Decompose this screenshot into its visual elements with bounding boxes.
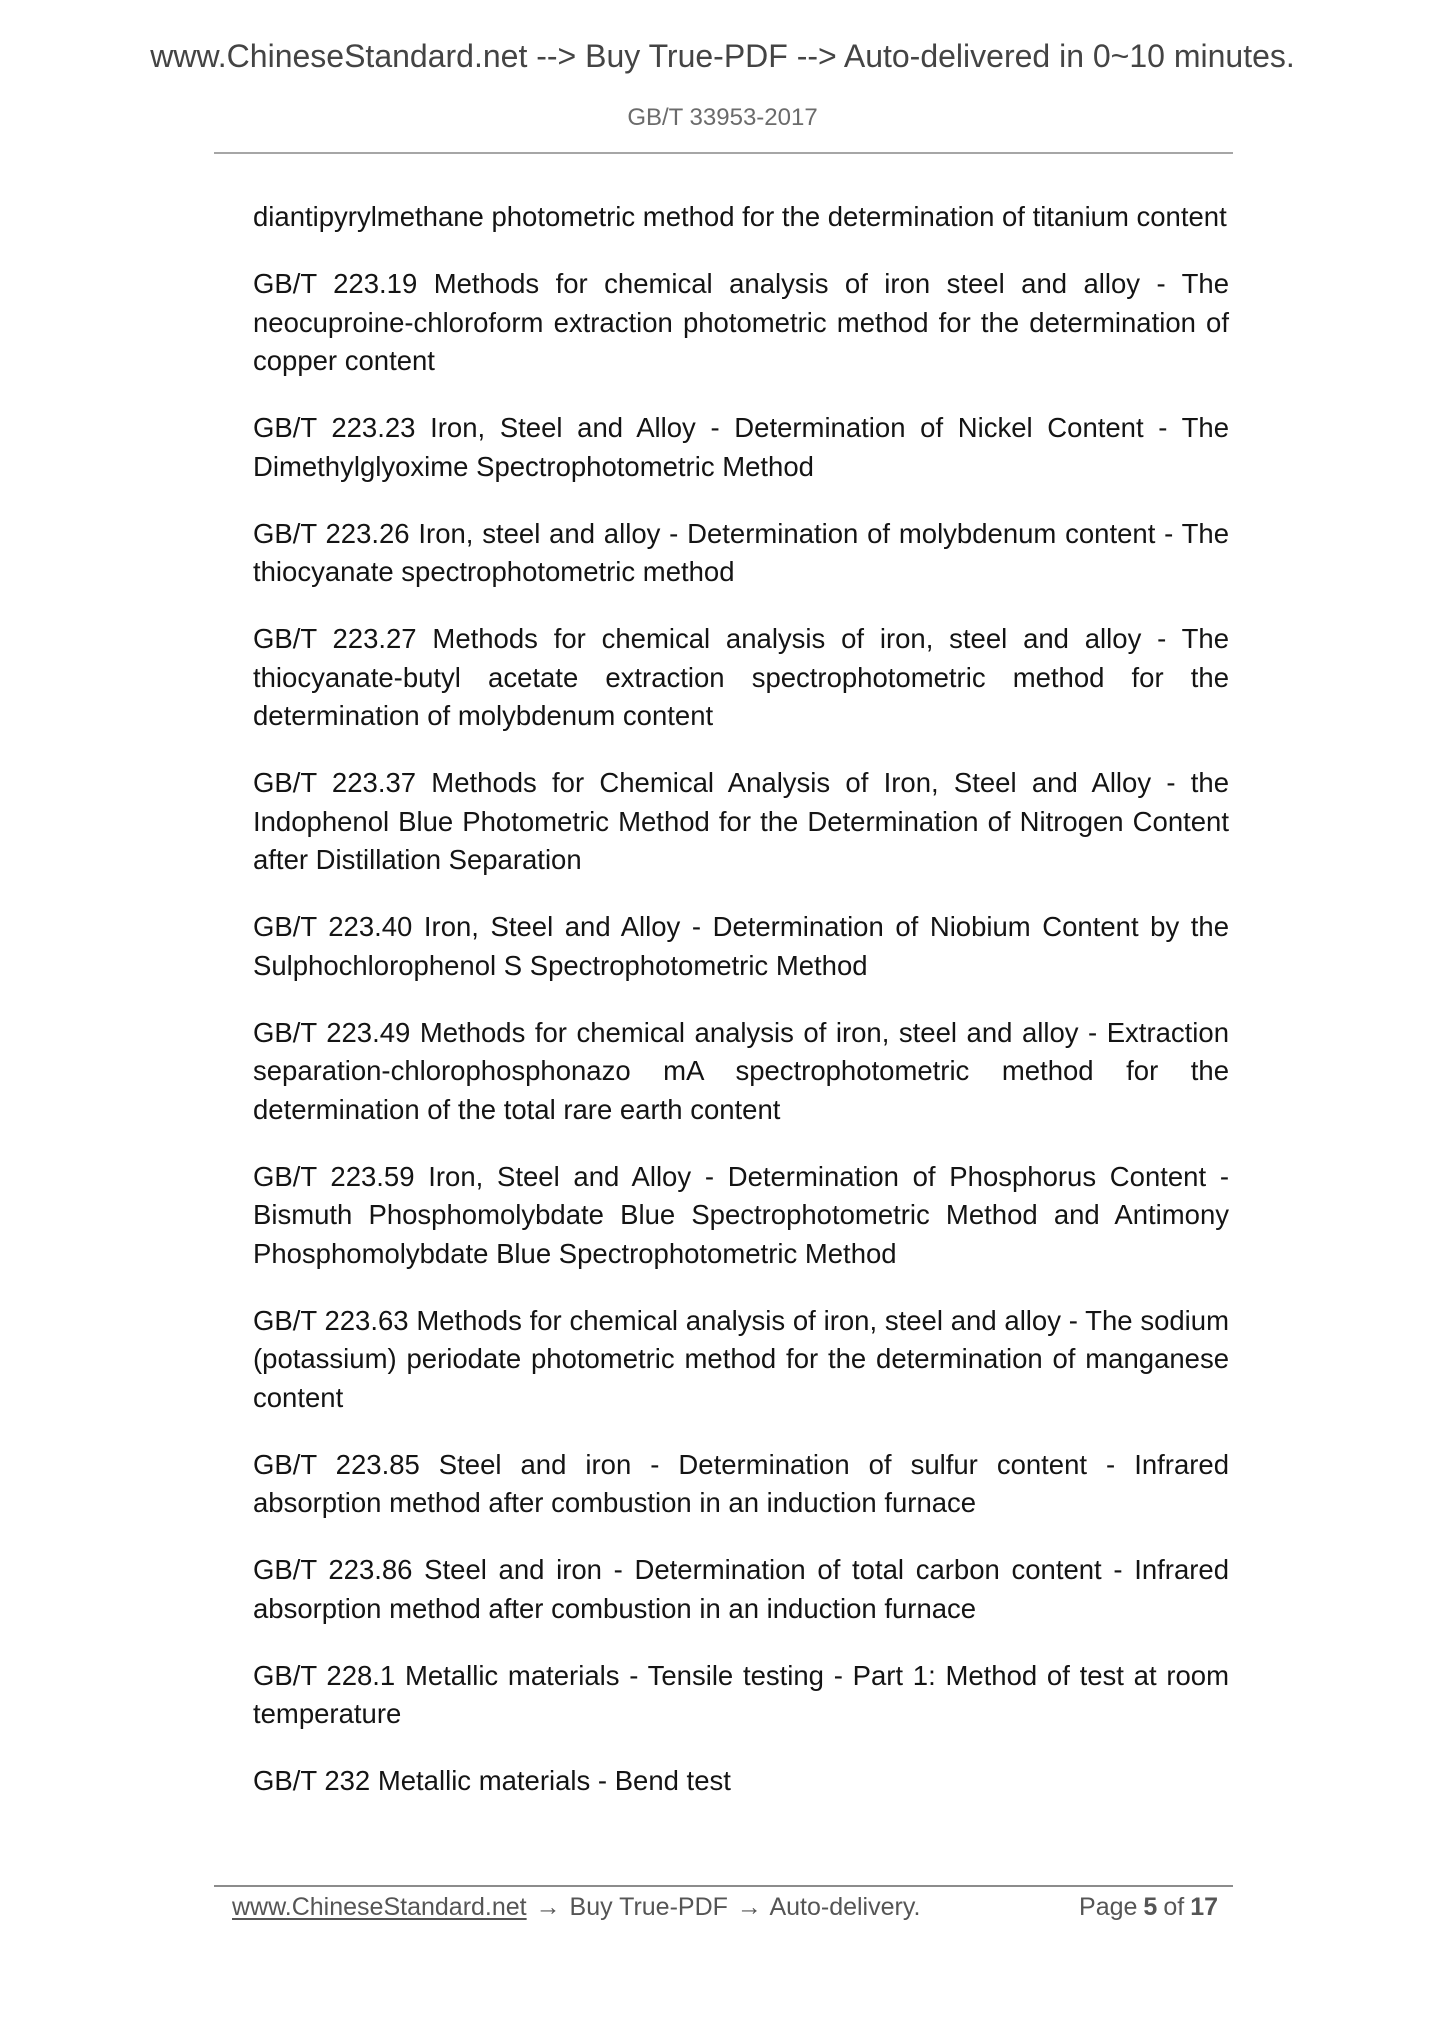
page-label: Page [1079,1893,1138,1921]
total-page-count: 17 [1190,1893,1218,1921]
page-of-label: of [1163,1893,1185,1921]
reference-item: GB/T 223.86 Steel and iron - Determination of total carbon content - Infrared absorption method after combustion in an induction furnace [253,1554,1229,1624]
footer-divider [214,1885,1233,1887]
reference-item: GB/T 223.49 Methods for chemical analysis of iron, steel and alloy - Extraction separation-chlorophosphonazo mA spectrophotometric method for the determination of the total rare earth content [253,1016,1229,1125]
reference-item: GB/T 223.23 Iron, Steel and Alloy - Determination of Nickel Content - The Dimethylglyoxime Spectrophotometric Method [253,412,1229,482]
header-divider [214,152,1233,154]
reference-item: GB/T 228.1 Metallic materials - Tensile testing - Part 1: Method of test at room temperature [253,1659,1229,1729]
top-banner: www.ChineseStandard.net --> Buy True-PDF --> Auto-delivered in 0~10 minutes. [150,38,1295,74]
reference-list [253,198,1229,1829]
reference-item: GB/T 223.85 Steel and iron - Determination of sulfur content - Infrared absorption method after combustion in an induction furnace [253,1448,1229,1518]
reference-item: GB/T 223.27 Methods for chemical analysis of iron, steel and alloy - The thiocyanate-butyl acetate extraction spectrophotometric method for the determination of molybdenum content [253,623,1229,731]
delivery-text: Auto-delivery. [769,1893,921,1921]
reference-item: GB/T 223.19 Methods for chemical analysis of iron steel and alloy - The neocuproine-chloroform extraction photometric method for the determination of copper content [253,268,1229,376]
page-indicator [1079,1893,1218,1922]
arrow-right-icon: → [736,1893,762,1921]
arrow-right-icon: → [535,1893,561,1921]
current-page-number: 5 [1143,1893,1158,1921]
page-footer [232,1893,1222,1929]
reference-item: diantipyrylmethane photometric method for the determination of titanium content [253,201,1227,232]
site-link[interactable]: www.ChineseStandard.net [232,1893,527,1921]
reference-item: GB/T 223.59 Iron, Steel and Alloy - Determination of Phosphorus Content - Bismuth Phosphomolybdate Blue Spectrophotometric Method and Antimony Phosphomolybdate Blue Spectrophotometric Method [253,1160,1229,1269]
reference-item: GB/T 223.26 Iron, steel and alloy - Determination of molybdenum content - The thiocyanate spectrophotometric method [253,517,1229,587]
reference-item: GB/T 232 Metallic materials - Bend test [253,1765,731,1796]
reference-item: GB/T 223.37 Methods for Chemical Analysis of Iron, Steel and Alloy - the Indophenol Blue Photometric Method for the Determination of Nitrogen Content after Distillation Separation [253,767,1229,875]
footer-promo [232,1893,920,1922]
reference-item: GB/T 223.63 Methods for chemical analysis of iron, steel and alloy - The sodium (potassium) periodate photometric method for the determination of manganese content [253,1304,1229,1413]
reference-item: GB/T 223.40 Iron, Steel and Alloy - Determination of Niobium Content by the Sulphochlorophenol S Spectrophotometric Method [253,911,1229,981]
buy-text: Buy True-PDF [569,1893,728,1921]
standard-code: GB/T 33953-2017 [627,104,818,131]
